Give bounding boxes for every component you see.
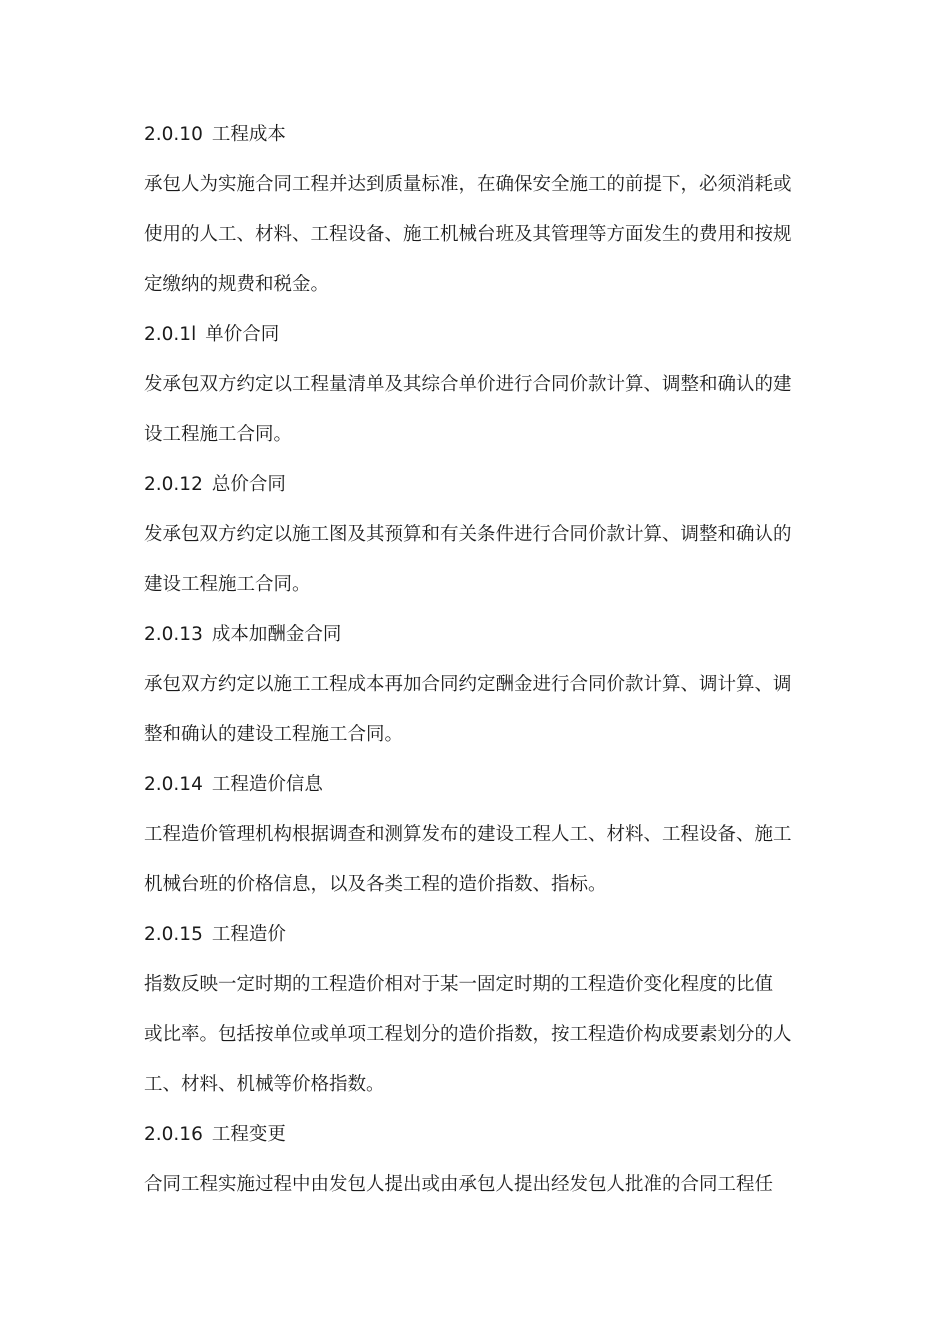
paragraph-line: 使用的人工、材料、工程设备、施工机械台班及其管理等方面发生的费用和按规	[144, 224, 792, 245]
section-title: 工程造价信息	[211, 774, 323, 795]
section-heading	[144, 620, 341, 650]
section-heading	[144, 320, 279, 350]
paragraph-line: 定缴纳的规费和税金。	[144, 274, 330, 295]
paragraph-line: 机械台班的价格信息，以及各类工程的造价指数、指标。	[144, 874, 607, 895]
section-title: 工程成本	[211, 124, 286, 145]
section-heading	[144, 770, 323, 800]
paragraph-line: 承包人为实施合同工程并达到质量标准，在确保安全施工的前提下，必须消耗或	[144, 174, 792, 195]
paragraph-line: 发承包双方约定以工程量清单及其综合单价进行合同价款计算、调整和确认的建	[144, 374, 792, 395]
paragraph-line: 承包双方约定以施工工程成本再加合同约定酬金进行合同价款计算、调计算、调	[144, 674, 792, 695]
section-title: 成本加酬金合同	[211, 624, 342, 645]
section-number: 2.0.16	[144, 1124, 203, 1145]
paragraph-line: 设工程施工合同。	[144, 424, 293, 445]
section-heading	[144, 1120, 286, 1150]
section-heading	[144, 120, 286, 150]
paragraph-line: 合同工程实施过程中由发包人提出或由承包人提出经发包人批准的合同工程任	[144, 1174, 774, 1195]
section-number: 2.0.1l	[144, 324, 197, 345]
paragraph-line: 工程造价管理机构根据调查和测算发布的建设工程人工、材料、工程设备、施工	[144, 824, 792, 845]
section-heading	[144, 470, 286, 500]
section-title: 工程造价	[211, 924, 286, 945]
section-number: 2.0.12	[144, 474, 203, 495]
section-title: 工程变更	[211, 1124, 286, 1145]
paragraph-line: 指数反映一定时期的工程造价相对于某一固定时期的工程造价变化程度的比值	[144, 974, 774, 995]
section-number: 2.0.15	[144, 924, 203, 945]
paragraph-line: 建设工程施工合同。	[144, 574, 311, 595]
section-number: 2.0.13	[144, 624, 203, 645]
section-title: 总价合同	[211, 474, 286, 495]
section-heading	[144, 920, 286, 950]
paragraph-line: 或比率。包括按单位或单项工程划分的造价指数，按工程造价构成要素划分的人	[144, 1024, 792, 1045]
paragraph-line: 整和确认的建设工程施工合同。	[144, 724, 404, 745]
section-number: 2.0.14	[144, 774, 203, 795]
paragraph-line: 发承包双方约定以施工图及其预算和有关条件进行合同价款计算、调整和确认的	[144, 524, 792, 545]
section-title: 单价合同	[205, 324, 280, 345]
paragraph-line: 工、材料、机械等价格指数。	[144, 1074, 385, 1095]
section-number: 2.0.10	[144, 124, 203, 145]
